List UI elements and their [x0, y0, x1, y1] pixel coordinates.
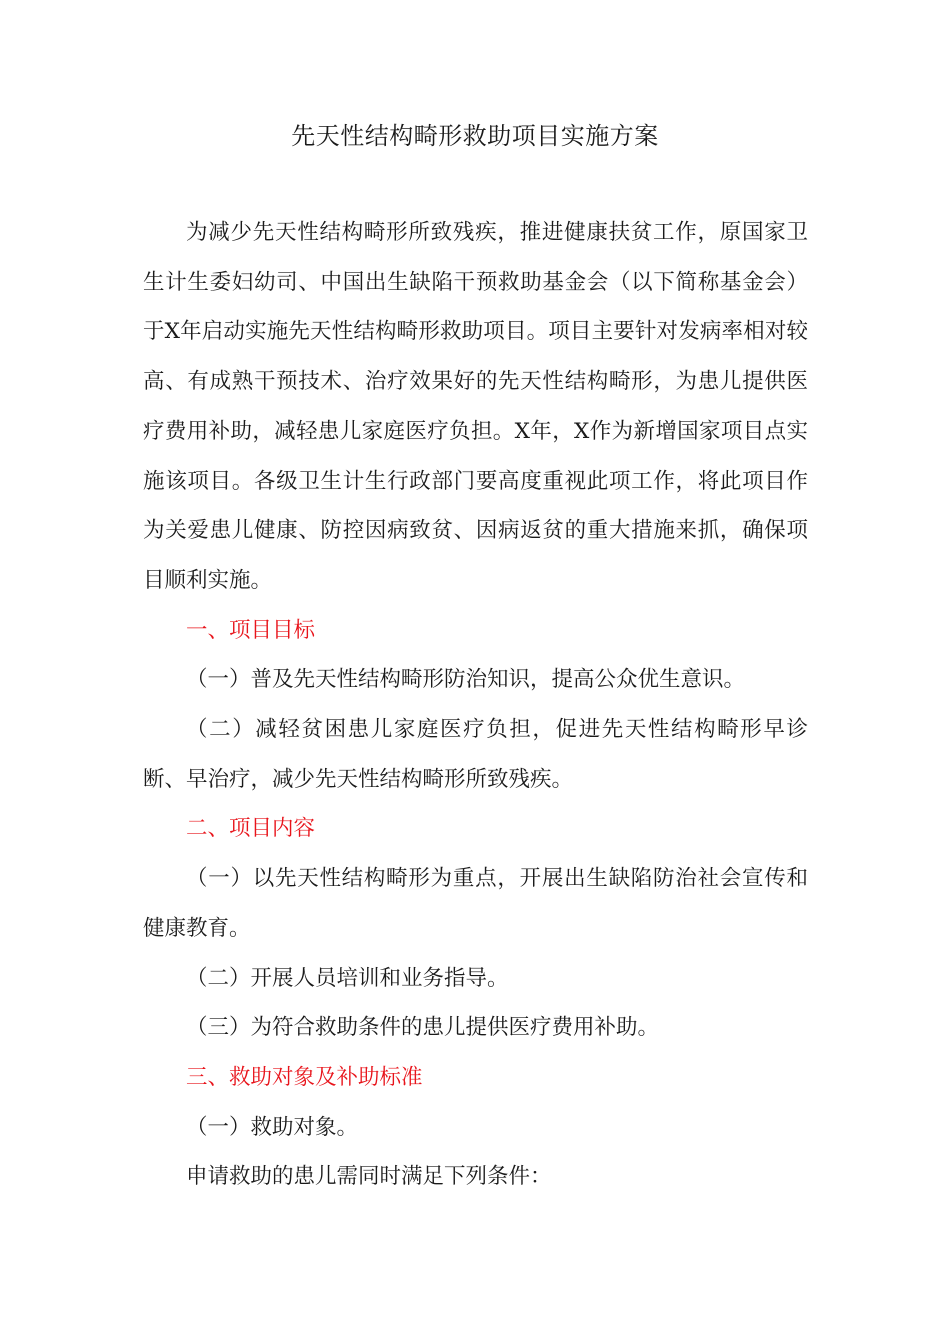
document-title: 先天性结构畸形救助项目实施方案 [291, 122, 659, 150]
content-item-1: （一）以先天性结构畸形为重点，开展出生缺陷防治社会宣传和健康教育。 [143, 866, 808, 941]
document-body [143, 208, 808, 1202]
section-heading-recipients: 三、救助对象及补助标准 [186, 1064, 423, 1090]
section-heading-goals: 一、项目目标 [186, 617, 316, 643]
recipients-item-1: （一）救助对象。 [186, 1114, 359, 1140]
content-item-2: （二）开展人员培训和业务指导。 [186, 965, 509, 991]
goals-item-1: （一）普及先天性结构畸形防治知识，提高公众优生意识。 [186, 667, 746, 693]
section-heading-content: 二、项目内容 [186, 816, 316, 842]
recipients-item-2: 申请救助的患儿需同时满足下列条件： [186, 1164, 552, 1190]
goals-item-2: （二）减轻贫困患儿家庭医疗负担，促进先天性结构畸形早诊断、早治疗，减少先天性结构畸形所致残疾。 [143, 717, 808, 792]
intro-paragraph: 为减少先天性结构畸形所致残疾，推进健康扶贫工作，原国家卫生计生委妇幼司、中国出生缺陷干预救助基金会（以下简称基金会）于X年启动实施先天性结构畸形救助项目。项目主要针对发病率相对较高、有成熟干预技术、治疗效果好的先天性结构畸形，为患儿提供医疗费用补助，减轻患儿家庭医疗负担。X年，X作为新增国家项目点实施该项目。各级卫生计生行政部门要高度重视此项工作，将此项目作为关爱患儿健康、防控因病致贫、因病返贫的重大措施来抓，确保项目顺利实施。 [143, 220, 808, 593]
content-item-3: （三）为符合救助条件的患儿提供医疗费用补助。 [186, 1015, 660, 1041]
